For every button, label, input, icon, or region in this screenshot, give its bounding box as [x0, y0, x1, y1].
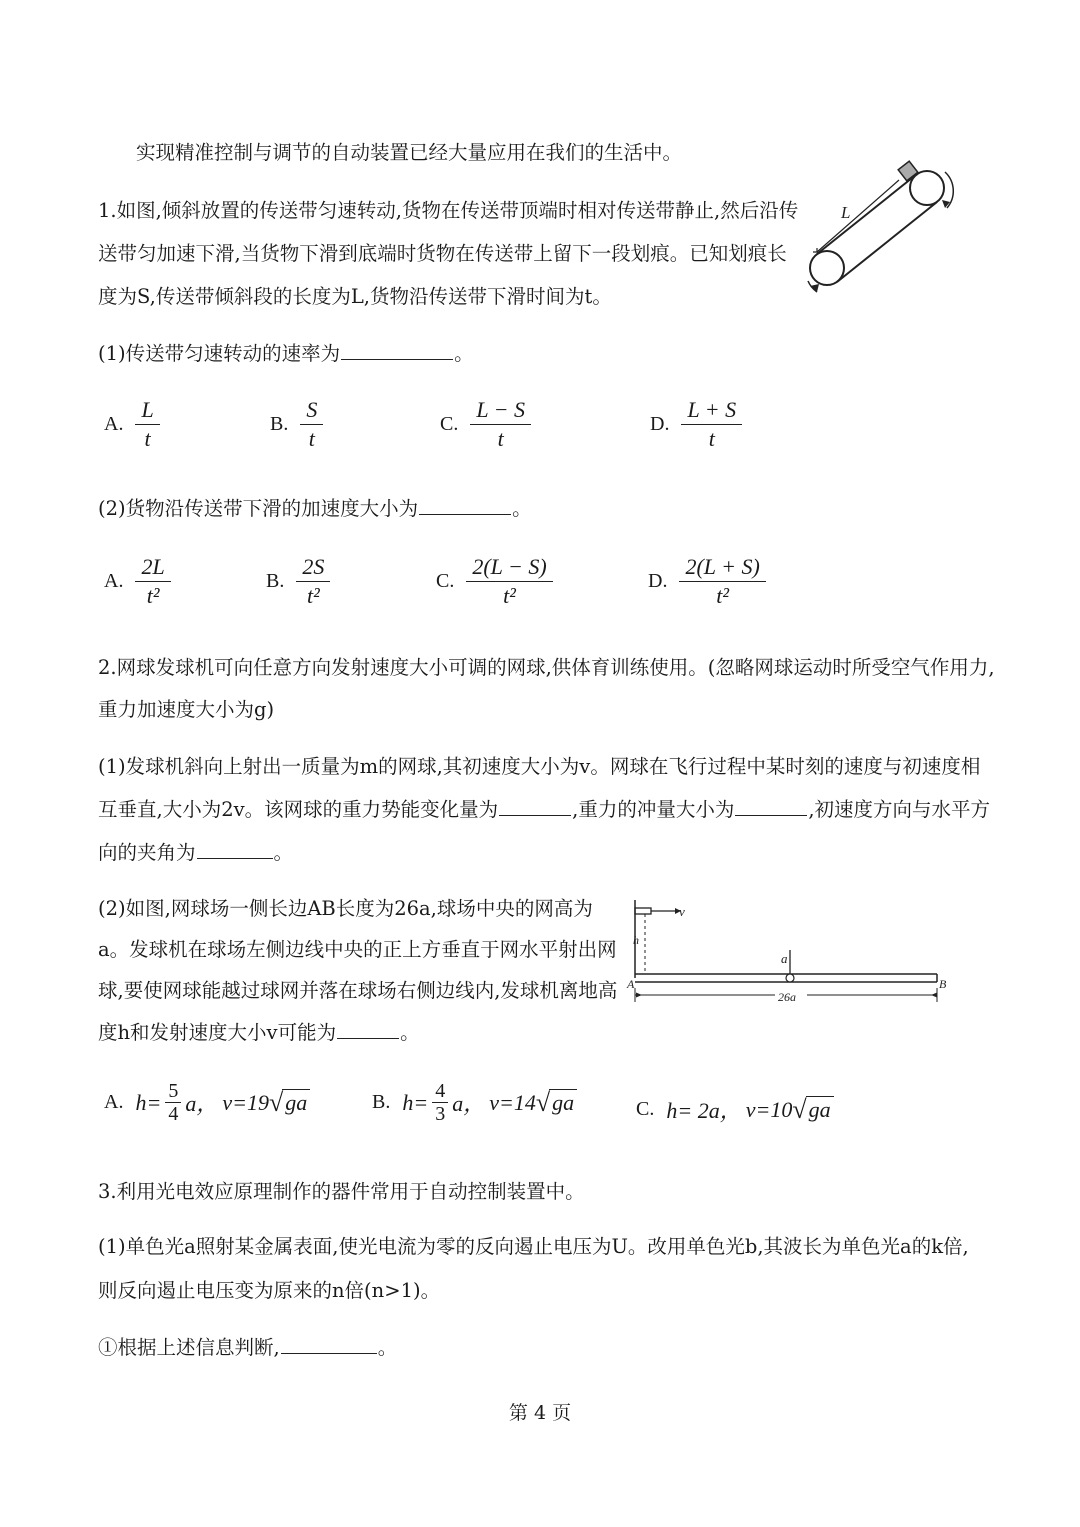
- q2-sub1-line3: [98, 840, 293, 866]
- option-label: B.: [372, 1091, 391, 1113]
- option-label: B.: [266, 570, 285, 592]
- q2-stem-line1: 2.网球发球机可向任意方向发射速度大小可调的网球,供体育训练使用。(忽略网球运动时所受空气作用力,: [98, 656, 995, 679]
- conveyor-belt-figure: [795, 160, 965, 295]
- q1-sub2-option-d[interactable]: [648, 555, 766, 608]
- option-radicand: ga: [806, 1096, 834, 1123]
- option-label: D.: [648, 570, 668, 592]
- option-label: A.: [104, 1091, 124, 1113]
- option-numerator: L: [135, 398, 159, 425]
- q3-sub1-question-text: ①根据上述信息判断,: [98, 1336, 280, 1359]
- option-h-denominator: 3: [435, 1103, 446, 1125]
- option-numerator: 2S: [296, 555, 330, 582]
- q3-sub1-line1: (1)单色光a照射某金属表面,使光电流为零的反向遏止电压为U。改用单色光b,其波长为单色光a的k倍,: [98, 1235, 969, 1258]
- q1-sub1-option-a[interactable]: [104, 398, 160, 451]
- q3-stem: 3.利用光电效应原理制作的器件常用于自动控制装置中。: [98, 1180, 585, 1203]
- option-h-text: h= 2a，: [666, 1098, 742, 1123]
- option-h-numerator: 5: [165, 1080, 181, 1103]
- option-numerator: 2(L + S): [679, 555, 765, 582]
- option-label: C.: [440, 413, 459, 435]
- q1-stem-line1: 1.如图,倾斜放置的传送带匀速转动,货物在传送带顶端时相对传送带静止,然后沿传: [98, 199, 799, 222]
- q2-sub2-option-a[interactable]: A. h= $\frac{5}{4}$ a， v=19 √ ga: [104, 1080, 310, 1125]
- q2-sub1-line2-c: ,初速度方向与水平方: [808, 798, 991, 821]
- option-label: A.: [104, 570, 124, 592]
- option-h-suffix: a，: [452, 1091, 486, 1116]
- answer-blank[interactable]: [281, 1335, 377, 1354]
- q2-sub1-line2-b: ,重力的冲量大小为: [572, 798, 735, 821]
- option-denominator: t²: [306, 583, 320, 608]
- option-radicand: ga: [282, 1089, 310, 1116]
- q2-sub1-line2-a: 互垂直,大小为2v。该网球的重力势能变化量为: [98, 798, 499, 821]
- q2-sub1-line3-end: 。: [273, 841, 294, 864]
- figure-label-v: v: [679, 904, 685, 919]
- answer-blank[interactable]: [197, 840, 273, 859]
- answer-blank[interactable]: [735, 797, 807, 816]
- option-h-prefix: h=: [402, 1089, 429, 1115]
- option-h-suffix: a，: [185, 1091, 219, 1116]
- q1-sub2-text: (2)货物沿传送带下滑的加速度大小为: [98, 497, 419, 520]
- q1-sub1-option-b[interactable]: [270, 398, 323, 451]
- q3-sub1-line2: 则反向遏止电压变为原来的n倍(n>1)。: [98, 1279, 441, 1302]
- figure-label-L: L: [841, 203, 851, 222]
- q1-stem-line2: 送带匀加速下滑,当货物下滑到底端时货物在传送带上留下一段划痕。已知划痕长: [98, 242, 787, 265]
- q2-stem-line2: 重力加速度大小为g): [98, 698, 275, 721]
- q2-sub1-line1: (1)发球机斜向上射出一质量为m的网球,其初速度大小为v。网球在飞行过程中某时刻的速度与初速度相: [98, 755, 981, 778]
- option-label: B.: [270, 413, 289, 435]
- q1-sub2-option-a[interactable]: [104, 555, 171, 608]
- figure-label-A: A: [627, 977, 635, 991]
- option-label: A.: [104, 413, 124, 435]
- answer-blank[interactable]: [499, 797, 571, 816]
- q2-sub2-line4: [98, 1020, 420, 1046]
- q2-sub2-line1: (2)如图,网球场一侧长边AB长度为26a,球场中央的网高为: [98, 897, 593, 920]
- q1-sub2-end: 。: [512, 497, 532, 520]
- answer-blank[interactable]: [419, 496, 511, 515]
- q2-sub2-line4-end: 。: [400, 1021, 420, 1044]
- figure-label-length: 26a: [778, 990, 796, 1004]
- option-h-numerator: 4: [432, 1080, 448, 1103]
- q3-sub1-question: [98, 1335, 397, 1361]
- option-h-prefix: h=: [135, 1089, 162, 1115]
- option-denominator: t: [144, 426, 151, 451]
- option-v-prefix: v=14: [489, 1089, 536, 1115]
- q2-sub2-line4-a: 度h和发射速度大小v可能为: [98, 1021, 337, 1044]
- option-numerator: 2(L − S): [466, 555, 552, 582]
- figure-label-a: a: [781, 951, 788, 966]
- q1-sub1-text: (1)传送带匀速转动的速率为: [98, 342, 341, 365]
- option-numerator: L − S: [470, 398, 531, 425]
- q1-sub2-option-b[interactable]: [266, 555, 330, 608]
- q1-sub2-option-c[interactable]: [436, 555, 553, 608]
- q2-sub2-line3: 球,要使网球能越过球网并落在球场右侧边线内,发球机离地高: [98, 979, 618, 1002]
- tennis-court-figure: [625, 898, 955, 1016]
- page-number: 第 4 页: [508, 1402, 572, 1424]
- intro-text: 实现精准控制与调节的自动装置已经大量应用在我们的生活中。: [136, 141, 683, 164]
- option-denominator: t: [497, 426, 504, 451]
- option-label: D.: [650, 413, 670, 435]
- option-numerator: S: [300, 398, 323, 425]
- figure-label-B: B: [939, 977, 947, 991]
- option-radicand: ga: [549, 1089, 577, 1116]
- q1-sub1-option-d[interactable]: [650, 398, 742, 451]
- option-label: C.: [436, 570, 455, 592]
- q1-sub1-end: 。: [454, 342, 474, 365]
- answer-blank[interactable]: [341, 341, 453, 360]
- option-denominator: t: [308, 426, 315, 451]
- option-denominator: t: [708, 426, 715, 451]
- q1-stem-line3: 度为S,传送带倾斜段的长度为L,货物沿传送带下滑时间为t。: [98, 285, 612, 308]
- option-h-denominator: 4: [168, 1103, 179, 1125]
- option-denominator: t²: [146, 583, 160, 608]
- q2-sub2-line2: a。发球机在球场左侧边线中央的正上方垂直于网水平射出网: [98, 938, 617, 961]
- q2-sub2-option-b[interactable]: B. h= $\frac{4}{3}$ a， v=14 √ ga: [372, 1080, 577, 1125]
- figure-label-h: h: [633, 933, 639, 947]
- answer-blank[interactable]: [337, 1020, 399, 1039]
- q3-sub1-question-end: 。: [377, 1336, 398, 1359]
- option-denominator: t²: [716, 583, 729, 608]
- q2-sub1-line2: [98, 797, 990, 823]
- q1-sub1-option-c[interactable]: [440, 398, 531, 451]
- option-label: C.: [636, 1098, 655, 1120]
- option-numerator: L + S: [681, 398, 742, 425]
- q1-sub1-prompt: [98, 341, 474, 367]
- option-numerator: 2L: [135, 555, 170, 582]
- option-v-prefix: v=19: [222, 1089, 269, 1115]
- q2-sub1-line3-a: 向的夹角为: [98, 841, 196, 864]
- option-v-prefix: v=10: [745, 1096, 793, 1122]
- q2-sub2-option-c[interactable]: C. h= 2a， v=10 √ ga: [636, 1094, 834, 1125]
- option-denominator: t²: [503, 583, 516, 608]
- q1-sub2-prompt: [98, 496, 532, 522]
